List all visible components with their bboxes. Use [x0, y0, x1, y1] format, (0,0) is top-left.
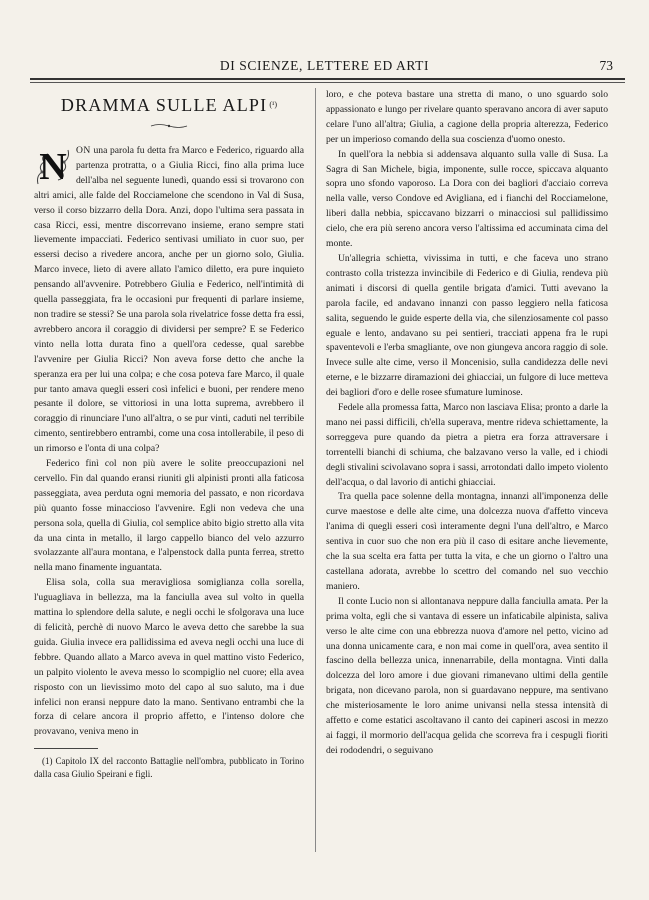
- running-head: [30, 58, 619, 74]
- paragraph-2: Federico finì col non più avere le solite preoccupazioni nel cervello. Fin dal quando eransi riuniti gli alpinisti pronti alla faticosa passeggiata, avea perduta ogni memoria del passato, e non ricordava più quanto fosse minaccioso l'avvenire. Egli non vedeva che una persona sola, quella di Giulia, col semplice abito bigio stretto alla vita da una cinta in metallo, il largo cappello bianco del velo azzurro svolazzante all'aura montana, e l'alpenstock dalla punta ferrea, stretto nella mano finamente inguantata.: [34, 458, 304, 574]
- header-rule: [30, 78, 625, 80]
- column-divider: [315, 88, 316, 852]
- paragraph-8: Tra quella pace solenne della montagna, innanzi all'imponenza delle curve maestose e delle alte cime, una dolcezza nuova d'affetto vinceva l'anima di quegli esseri così interamente degni l'una dell'altro, e Marco sentiva in cuor suo che non era più il caso di esitare anche lievemente, che la sua scelta era fatta per tutta la vita, e che un giorno o l'altro una castellana adorata, avrebbe lo scettro del comando nel suo vecchio maniero.: [326, 491, 608, 592]
- page-number: 73: [599, 58, 613, 73]
- title-footnote-mark: (¹): [269, 100, 278, 109]
- paragraph-1-text: una parola fu detta fra Marco e Federico, riguardo alla partenza protratta, o a Giulia Ricci, fino alla prima luce dell'alba nel seguente lunedì, quando essi si trovarono con altri amici, alle falde del Rocciamelone che scendono in Val di Susa, verso il corso bizzarro della Dora. Anzi, dopo l'ultima sera passata in casa Ricci, essi, mentre discorrevano insieme, erano sempre stati lievemente impacciati. Federico sentivasi umiliato in cuor suo, per essersi deciso a rivedere ancora, anche per un giorno solo, Giulia. Marco invece, lieto di avere allato l'amico diletto, era pure inquieto pensando all'avvenire. Potrebbero Giulia e Federico, nell'intimità di quella passeggiata, fra le occasioni pur frequenti di parlare insieme, non tradire se stessi? Se una parola sola rivelatrice fosse detta fra essi, avrebbero ancora il coraggio di dividersi per sempre? E se Federico vinto nella lotta durata fino a quell'ora cedesse, qual sarebbe l'avvenire per Giulia Ricci? Non aveva forse detto che anche la speranza era per lui una colpa; e che cosa poteva fare Marco, il quale pur tanto amava quegli esseri così infelici e buoni, per rendere meno pesante il dolore, se vittoriosi in una lotta suprema, avrebbero il coraggio di rinunciare l'uno all'altra, o se pur vinti, caduti nel terribile cimento, sentirebbero entrambi, come una cosa intollerabile, il peso di un rimorso e l'onta di una colpa?: [34, 145, 304, 455]
- paragraph-7: Fedele alla promessa fatta, Marco non lasciava Elisa; pronto a darle la mano nei passi difficili, ch'ella superava, mentre rideva schiettamente, la sorreggeva pure quando da pietra a pietra era forza attraversare i torrentelli bianchi di schiuma, che balzavano verso la valle, ed i chiodi degli stivalini scivolavano sopra i sassi, arrotondati dallo impeto violento dell'acqua, o dal lavorio di antichi ghiacciai.: [326, 402, 608, 488]
- left-column: [34, 88, 304, 781]
- footnote-rule: [34, 748, 98, 749]
- article-title: DRAMMA SULLE ALPI: [60, 95, 268, 116]
- decorated-initial: [34, 146, 72, 188]
- initial-letter: N: [39, 146, 67, 188]
- paragraph-5: In quell'ora la nebbia si addensava alquanto sulla valle di Susa. La Sagra di San Michele, bigia, imponente, sulle rocce, spiccava alquanto sopra uno sfondo vaporoso. La Dora con dei bagliori d'acciaio correva nella valle, verso Condove ed Avigliana, ed i fianchi del Rocciamelone, liberi dalla nebbia, spiccavano bizzarri o minacciosi sul pallidissimo cielo, che era più sereno ancora verso l'altissima ed accuminata cima del monte.: [326, 148, 608, 250]
- paragraph-1: [34, 144, 304, 457]
- header-rule-thin: [30, 82, 625, 83]
- first-word-rest: ON: [76, 145, 91, 156]
- title-ornament-icon: [149, 123, 189, 129]
- paragraph-6: Un'allegria schietta, vivissima in tutti, e che faceva uno strano contrasto colla tristezza invincibile di Federico e di Giulia, rendeva più animati i discorsi di quella gentile brigata d'amici. Tutti avevano la parola facile, ed andavano innanzi con passo leggiero nella faticosa salita, seguendo le guide esperte della via, che silenziosamente col passo eguale e lento, andavano su pei sentieri, tracciati appena fra le rupi spaventevoli e l'erba smagliante, ove non giungeva ancora raggio di sole. Invece sulle alte cime, verso il Moncenisio, sulla candidezza delle nevi eterne, e le bizzarre diramazioni dei ghiacciai, un fulgore di luce metteva dei bagliori d'oro e delle rosee sfumature luminose.: [326, 252, 608, 399]
- paragraph-4: loro, e che poteva bastare una stretta di mano, o uno sguardo solo appassionato e lungo per rivelare quanto speravano ancora di aver saputo celare l'uno all'altra; Giulia, a cagione della propria alterezza, Federico per un imperioso comando della sua coscienza d'uomo onesto.: [326, 89, 608, 145]
- paragraph-9: Il conte Lucio non si allontanava neppure dalla fanciulla amata. Per la prima volta, egli che si vantava di essere un infaticabile alpinista, saliva verso le alte cime con una ebbrezza nuova d'amore nel petto, vicino ad una donna unicamente cara, e non mai come in quell'ora, avea sentito il fascino della bellezza unica, innenarrabile, della montagna. Vinti dalla dolcezza del loro amore i due giovani rimanevano ultimi della gentile brigata, non dicevano parola, non si guardavano neppure, ma sentivano che misteriosamente le loro anime univansi nella stessa intensità di affetto e come estatici ascoltavano il canto dei capineri ascosi in mezzo ai faggi, il mormorio dell'acqua gelida che scorreva fra i cespugli fioriti dei rododendri, o seguivano: [326, 595, 608, 756]
- title-block: [34, 88, 304, 144]
- running-title: DI SCIENZE, LETTERE ED ARTI: [219, 58, 430, 73]
- right-column: [326, 88, 608, 759]
- paragraph-3: Elisa sola, colla sua meravigliosa somiglianza colla sorella, l'uguagliava in bellezza, ma la fanciulla avea sul volto in quella mattina lo splendore della salute, e negli occhi le sfolgorava una luce di felicità, perchè di nuovo Marco le aveva detto che sarebbe la sua guida. Giulia invece era pallidissima ed aveva negli occhi una luce di febbre. Quando allato a Marco aveva in quel mattino visto Federico, un palpito violento le aveva messo lo scompiglio nel cuore; ella avea risposto con un lievissimo moto del capo al suo saluto, ma i due infelici non eransi neppure dato la mano. Sentivano entrambi che la forza di celare ancora il proprio affetto, e l'intenso dolore che provavano, veniva meno in: [34, 577, 304, 738]
- footnote: (1) Capitolo IX del racconto Battaglie nell'ombra, pubblicato in Torino dalla casa Giulio Speirani e figli.: [34, 756, 304, 780]
